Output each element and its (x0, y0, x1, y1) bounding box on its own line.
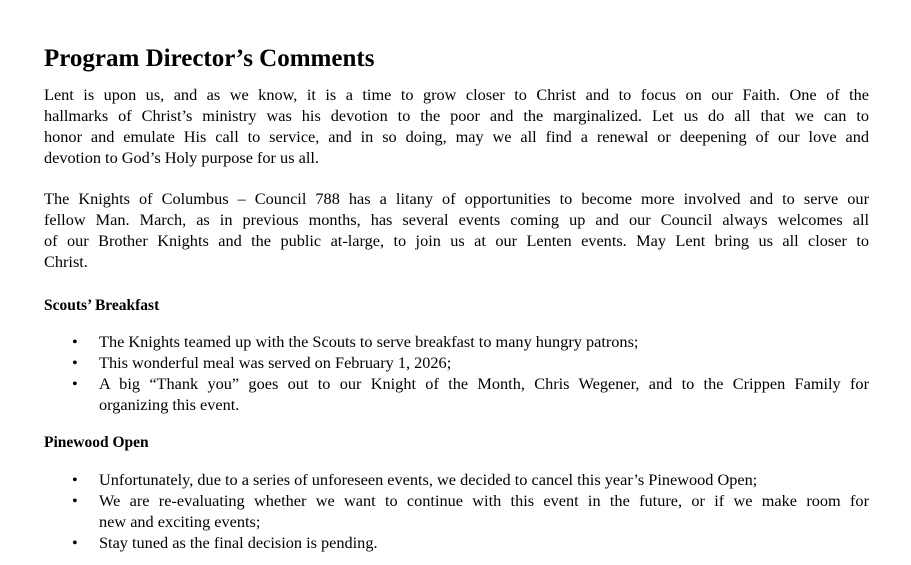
list-item (44, 352, 869, 373)
paragraph-line: The Knights of Columbus – Council 788 has a litany of opportunities to become more involved and to serve our (44, 189, 869, 208)
bullet-icon: • (72, 491, 78, 510)
paragraph-line: devotion to God’s Holy purpose for us all. (44, 148, 319, 167)
paragraph-line: fellow Man. March, as in previous months, has several events coming up and our Council always welcomes all (44, 210, 869, 229)
list-item-line: new and exciting events; (99, 512, 261, 531)
list-item-line: The Knights teamed up with the Scouts to serve breakfast to many hungry patrons; (99, 332, 639, 351)
list-item-line: We are re-evaluating whether we want to continue with this event in the future, or if we make room for (99, 491, 869, 510)
list-item-line: A big “Thank you” goes out to our Knight of the Month, Chris Wegener, and to the Crippen Family for (99, 374, 869, 393)
list-item-line: Unfortunately, due to a series of unforeseen events, we decided to cancel this year’s Pinewood Open; (99, 470, 758, 489)
paragraph-council (44, 188, 869, 272)
paragraph-line: hallmarks of Christ’s ministry was his devotion to the poor and the marginalized. Let us do all that we can to (44, 106, 869, 125)
bullet-icon: • (72, 332, 78, 351)
bullet-icon: • (72, 374, 78, 393)
list-item (44, 331, 869, 352)
list-item-line: Stay tuned as the final decision is pending. (99, 533, 378, 552)
paragraph-line: of our Brother Knights and the public at-large, to join us at our Lenten events. May Lent bring us all closer to (44, 231, 869, 250)
list-item-line: organizing this event. (99, 395, 240, 414)
paragraph-line: Christ. (44, 252, 88, 271)
bullet-icon: • (72, 533, 78, 552)
paragraph-lent (44, 84, 869, 168)
section-heading-scouts-breakfast: Scouts’ Breakfast (44, 297, 160, 314)
scouts-breakfast-list (44, 331, 869, 415)
list-item (44, 373, 869, 415)
bullet-icon: • (72, 353, 78, 372)
list-item (44, 532, 869, 553)
paragraph-line: Lent is upon us, and as we know, it is a time to grow closer to Christ and to focus on our Faith. One of the (44, 85, 869, 104)
list-item (44, 469, 869, 490)
page-title: Program Director’s Comments (44, 45, 375, 72)
section-heading-pinewood-open: Pinewood Open (44, 434, 149, 451)
list-item (44, 490, 869, 532)
paragraph-line: honor and emulate His call to service, and in so doing, may we all find a renewal or deepening of our love and (44, 127, 869, 146)
bullet-icon: • (72, 470, 78, 489)
list-item-line: This wonderful meal was served on February 1, 2026; (99, 353, 452, 372)
pinewood-open-list (44, 469, 869, 553)
